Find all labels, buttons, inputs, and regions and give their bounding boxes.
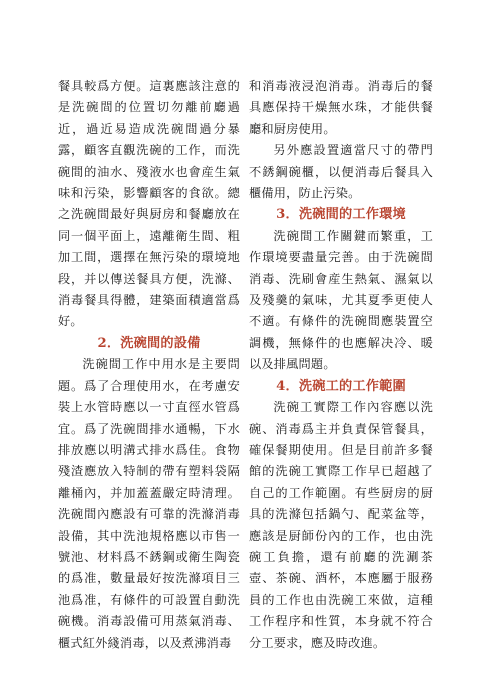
paragraph-equipment: 洗碗間工作中用水是主要問題。爲了合理使用水，在考慮安裝上水管時應以一寸直徑水管爲宜。爲了洗碗間排水通暢，下水排放應以明溝式排水爲佳。食物殘渣應放入特制的帶有塑料袋隔離桶內，并加蓋蓋嚴定時清理。洗碗間內應設有可靠的洗滌消毒設備，其中洗池規格應以市售一號池、材料爲不銹鋼或衛生陶瓷的爲准，數量最好按洗滌項目三池爲准，有條件的可設置自動洗碗機。消毒設備可用蒸氣消毒、櫃式紅外綫消毒，以及煮沸消毒 [58,357,240,650]
paragraph-continued-left: 餐具較爲方便。這裏應該注意的是洗碗間的位置切勿離前廳過近，過近易造成洗碗間過分暴露，顧客直觀洗碗的工作，而洗碗間的油水、殘液水也會産生氣味和污染，影響顧客的食欲。總之洗碗間最好與厨房和餐廳放在同一個平面上，遠離衛生間、粗加工間，選擇在無污染的環境地段，并以傳送餐具方便，洗滌、消毒餐具得體，建築面積適當爲好。 [58,79,240,329]
right-column [249,76,433,654]
section-heading-environment: 3．洗碗間的工作環境 [276,207,406,223]
paragraph-work-scope: 洗碗工實際工作內容應以洗碗、消毒爲主并負責保管餐具，確保餐期使用。但是目前許多餐館的洗碗工實際工作早已超越了自己的工作範圍。有些厨房的厨具的洗滌包括鍋勺、配菜盆等，應該是厨師份內的工作，也由洗碗工負擔，還有前廳的洗涮茶壺、茶碗、酒杯，本應屬于服務員的工作也由洗碗工來做，這種工作程序和性質，本身就不符合分工要求，應及時改進。 [249,400,433,650]
section-heading-equipment: 2．洗碗間的設備 [97,335,201,351]
left-column [58,76,240,654]
paragraph-continued-right: 和消毒液浸泡消毒。消毒后的餐具應保持干燥無水珠，才能供餐廳和厨房使用。 [249,79,433,136]
section-heading-work-scope: 4．洗碗工的工作範圍 [276,378,406,394]
paragraph-environment: 洗碗間工作關鍵而繁重，工作環境要盡量完善。由于洗碗間消毒、洗刷會産生熱氣、濕氣以及殘羹的氣味，尤其夏季更使人不適。有條件的洗碗間應裝置空調機，無條件的也應解决冷、暖以及排風問題。 [249,228,433,372]
paragraph-cabinet: 另外應設置適當尺寸的帶門不銹鋼碗櫃，以便消毒后餐具入櫃備用，防止污染。 [249,143,433,201]
